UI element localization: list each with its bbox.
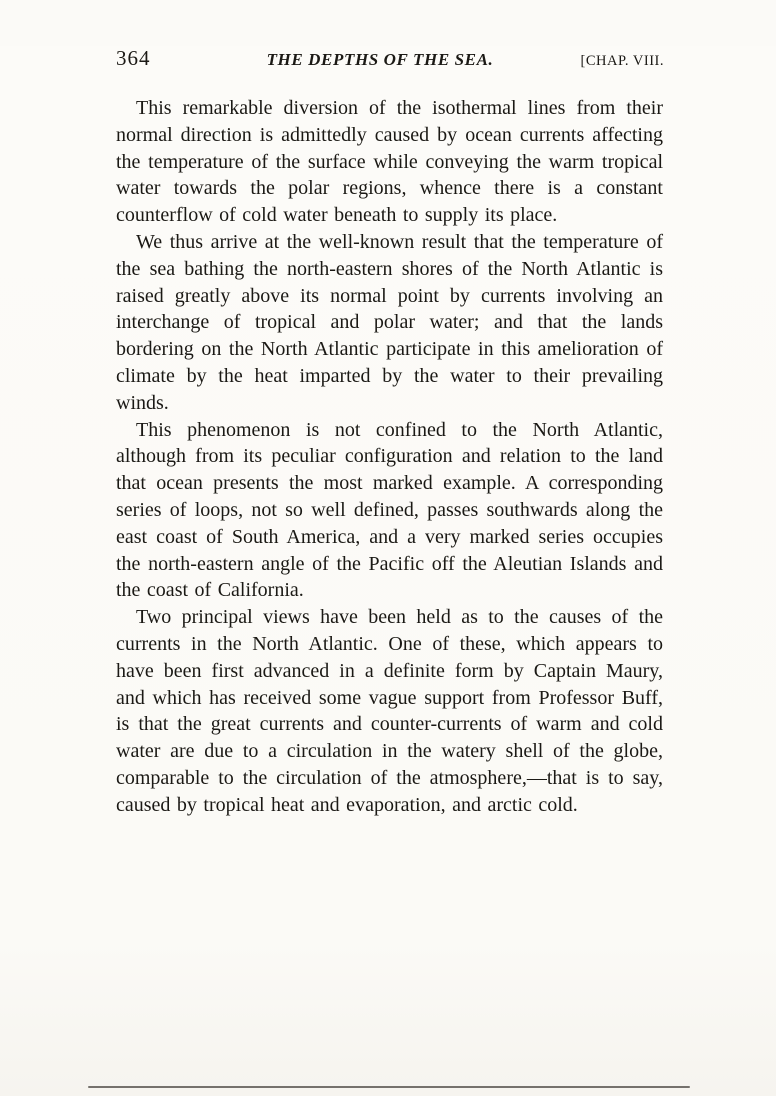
page-number: 364: [116, 46, 151, 70]
paragraph: We thus arrive at the well-known result that the temperature of the sea bathing the north-eastern shores of the North Atlantic is raised greatly above its normal point by currents involving an interchange of tropical and polar water; and that the lands bordering on the North Atlantic participate in this amelioration of climate by the heat imparted by the water to their prevailing winds.: [116, 230, 663, 414]
body-text: [116, 95, 663, 819]
scan-edge-line: [88, 1086, 690, 1088]
paragraph: This phenomenon is not confined to the North Atlantic, although from its peculiar configuration and relation to the land that ocean presents the most marked example. A corresponding series of loops, not so well defined, passes southwards along the east coast of South America, and a very marked series occupies the north-eastern angle of the Pacific off the Aleutian Islands and the coast of California.: [116, 418, 663, 602]
running-head: [116, 46, 664, 71]
book-page: [0, 46, 776, 1096]
paragraph: Two principal views have been held as to the causes of the currents in the North Atlantic. One of these, which appears to have been first advanced in a definite form by Captain Maury, and which has received some vague support from Professor Buff, is that the great currents and counter-currents of warm and cold water are due to a circulation in the watery shell of the globe, comparable to the circulation of the atmosphere,—that is to say, caused by tropical heat and evaporation, and arctic cold.: [116, 606, 663, 816]
paragraph: This remarkable diversion of the isothermal lines from their normal direction is admittedly caused by ocean currents affecting the temperature of the surface while conveying the warm tropical water towards the polar regions, whence there is a constant counterflow of cold water beneath to supply its place.: [116, 97, 663, 227]
running-title: THE DEPTHS OF THE SEA.: [266, 50, 494, 69]
chapter-label: [CHAP. VIII.: [580, 53, 664, 69]
